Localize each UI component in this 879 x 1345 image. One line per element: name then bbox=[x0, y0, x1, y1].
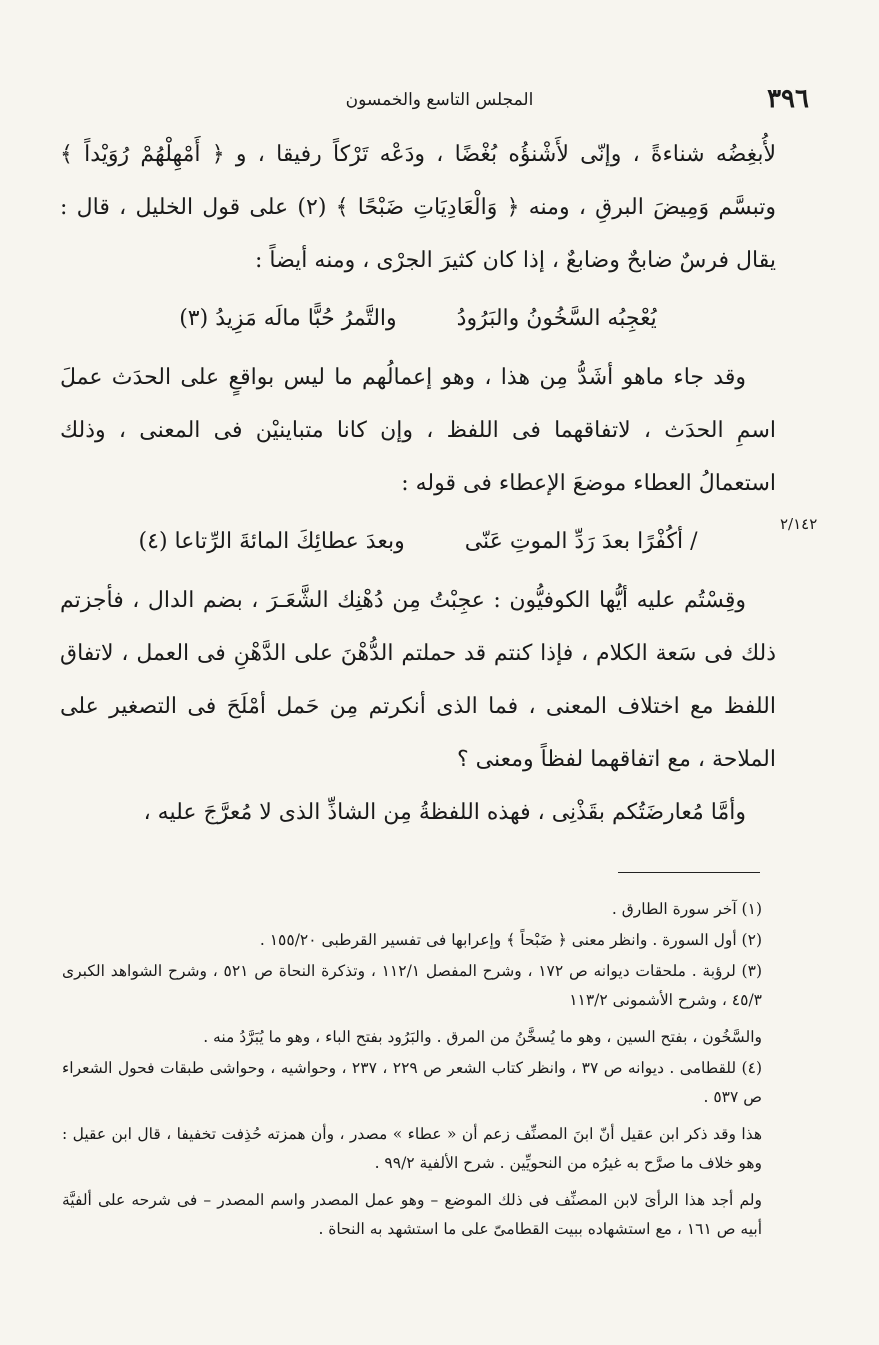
footnote-1: (١) آخر سورة الطارق . bbox=[611, 900, 762, 918]
footnote-4-note-1: هذا وقد ذكر ابن عقيل أنّ ابنَ المصنِّف زعم أن « عطاء » مصدر ، وأن همزته حُذِفت تخفيفا ، قال ابن عقيل : وهو خلاف ما صرَّح به غيرُه من النحويِّين . شرح الألفية ٩٩/٢ . bbox=[62, 1125, 762, 1172]
page-header bbox=[70, 84, 809, 114]
verse-1 bbox=[60, 287, 776, 351]
verse-2-second-hemistich: وبعدَ عطائِكَ المائةَ الرِّتاعا (٤) bbox=[138, 529, 405, 554]
verse-1-second-hemistich: والتَّمرُ حُبًّا مالَه مَزِيدُ (٣) bbox=[179, 306, 397, 331]
paragraph-4: وأمَّا مُعارضَتُكم بقَذْنِى ، فهذه اللفظةُ مِن الشاذِّ الذى لا مُعرَّجَ عليه ، bbox=[143, 800, 746, 825]
verse-2 bbox=[60, 510, 776, 574]
footnote-separator bbox=[618, 872, 760, 873]
footnote-4-note-2: ولم أجد هذا الرأىَ لابن المصنِّف فى ذلك الموضع – وهو عمل المصدر واسم المصدر – فى شرحه على ألفيَّة أبيه ص ١٦١ ، مع استشهاده ببيت القطامىّ على ما استشهد به النحاة . bbox=[62, 1191, 762, 1238]
main-text bbox=[60, 128, 776, 839]
footnote-2: (٢) أول السورة . وانظر معنى ﴿ ضَبْحاً ﴾ وإعرابها فى تفسير القرطبى ١٥٥/٢٠ . bbox=[259, 931, 762, 949]
running-title: المجلس التاسع والخمسون bbox=[345, 90, 534, 110]
margin-reference: ٢/١٤٢ bbox=[780, 515, 818, 533]
page-number: ٣٩٦ bbox=[767, 84, 809, 114]
footnote-3-note: والسَّخُون ، بفتح السين ، وهو ما يُسخَّنُ من المرق . والبَرُود بفتح الباء ، وهو ما يُبَرَّدُ منه . bbox=[203, 1028, 762, 1046]
footnote-3: (٣) لرؤبة . ملحقات ديوانه ص ١٧٢ ، وشرح المفصل ١١٢/١ ، وتذكرة النحاة ص ٥٢١ ، وشرح الشواهد الكبرى ٤٥/٣ ، وشرح الأشمونى ١١٣/٢ bbox=[62, 962, 763, 1009]
verse-1-first-hemistich: يُعْجِبُه السَّخُونُ والبَرُودُ bbox=[456, 306, 657, 331]
paragraph-1: لأُبغِضُه شناءةً ، وإنّى لأَشْنؤُه بُغْضًا ، ودَعْه تَرْكاً رفيقا ، و ﴿ أَمْهِلْهُمْ رُوَيْداً ﴾ وتبسَّم وَمِيضَ البرقِ ، ومنه ﴿ وَالْعَادِيَاتِ ضَبْحًا ﴾ (٢) على قول الخليل ، قال : يقال فرسٌ ضابحٌ وضابعٌ ، إذا كان كثيرَ الجرْى ، ومنه أيضاً : bbox=[60, 142, 776, 273]
footnotes bbox=[62, 895, 762, 1246]
verse-2-first-hemistich: / أكُفْرًا بعدَ رَدِّ الموتِ عَنّى bbox=[464, 529, 698, 554]
paragraph-2: وقد جاء ماهو أشَدُّ مِن هذا ، وهو إعمالُهم ما ليس بواقعٍ على الحدَث عملَ اسمِ الحدَث ، لاتفاقهما فى اللفظ ، وإن كانا متباينيْن فى المعنى ، وذلك استعمالُ العطاء موضعَ الإعطاء فى قوله : bbox=[60, 365, 776, 496]
footnote-4: (٤) للقطامى . ديوانه ص ٣٧ ، وانظر كتاب الشعر ص ٢٢٩ ، ٢٣٧ ، وحواشيه ، وحواشى طبقات فحول الشعراء ص ٥٣٧ . bbox=[62, 1059, 762, 1106]
paragraph-3: وقِسْتُم عليه أيُّها الكوفيُّون : عجِبْتُ مِن دُهْنِك الشَّعَـرَ ، بضم الدال ، فأجزتم ذلك فى سَعة الكلام ، فإذا كنتم قد حملتم الدُّهْنَ على الدَّهْنِ فى العمل ، لاتفاق اللفظ مع اختلاف المعنى ، فما الذى أنكرتم مِن حَمل أمْلَحَ فى التصغير على الملاحة ، مع اتفاقهما لفظاً ومعنى ؟ bbox=[60, 588, 776, 772]
